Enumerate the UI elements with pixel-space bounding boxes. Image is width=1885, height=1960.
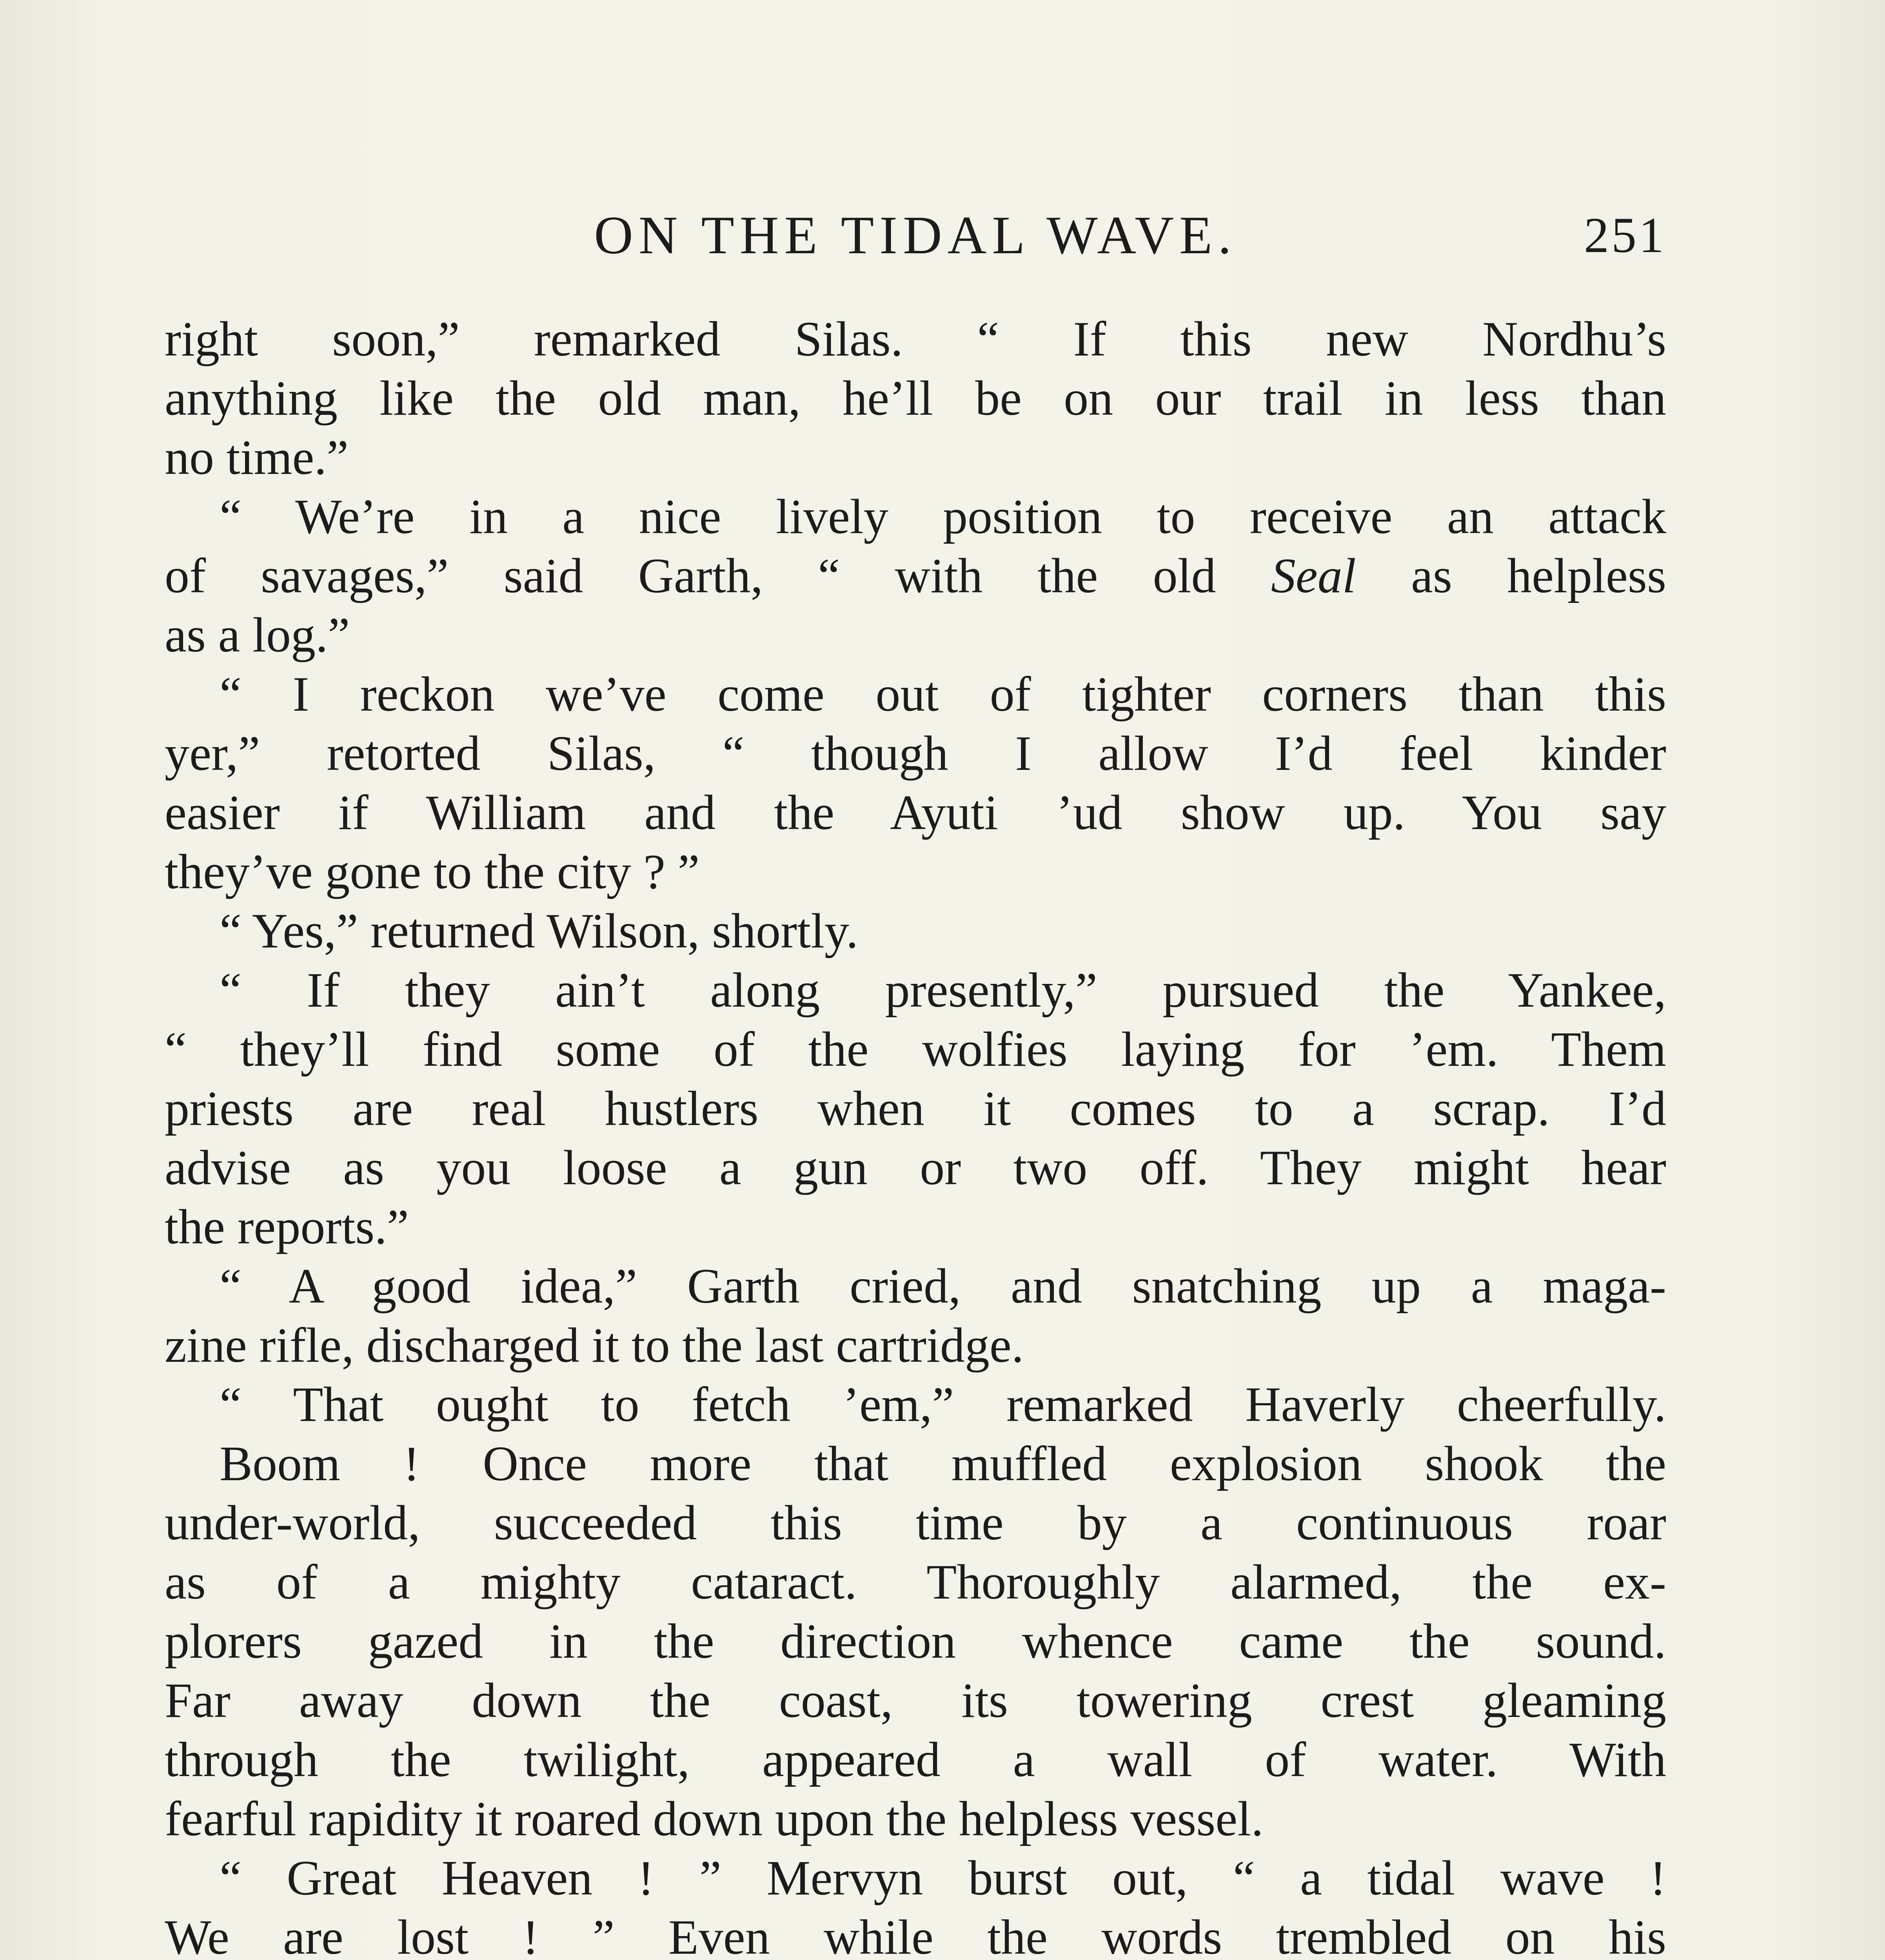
text-line: priests are real hustlers when it comes to a scrap. I’d (165, 1082, 1666, 1136)
text-line: as of a mighty cataract. Thoroughly alarmed, the ex- (165, 1555, 1666, 1610)
text-line: plorers gazed in the direction whence came the sound. (165, 1614, 1666, 1669)
text-line: yer,” retorted Silas, “ though I allow I’d feel kinder (165, 726, 1666, 781)
text-line: advise as you loose a gun or two off. They might hear (165, 1141, 1666, 1195)
text-line: “ A good idea,” Garth cried, and snatching up a maga- (220, 1259, 1666, 1314)
text-line: “ Yes,” returned Wilson, shortly. (220, 904, 859, 958)
text-line: “ I reckon we’ve come out of tighter corners than this (220, 667, 1666, 722)
text-line: We are lost ! ” Even while the words trembled on his (165, 1910, 1666, 1960)
text-line: under-world, succeeded this time by a continuous roar (165, 1496, 1666, 1550)
text-line: right soon,” remarked Silas. “ If this new Nordhu’s (165, 312, 1666, 367)
text-line: “ they’ll find some of the wolfies laying for ’em. Them (165, 1022, 1666, 1077)
page-number: 251 (1584, 207, 1666, 263)
text-line: Boom ! Once more that muffled explosion shook the (220, 1437, 1666, 1491)
text-line: zine rifle, discharged it to the last cartridge. (165, 1318, 1024, 1373)
text-line: of savages,” said Garth, “ with the old Seal as helpless (165, 549, 1666, 603)
running-head (165, 196, 1666, 274)
chapter-running-title: ON THE TIDAL WAVE. (594, 205, 1237, 265)
text-line: no time.” (165, 430, 349, 485)
text-line: “ If they ain’t along presently,” pursued the Yankee, (220, 963, 1666, 1018)
text-line: through the twilight, appeared a wall of water. With (165, 1733, 1666, 1787)
text-line: Far away down the coast, its towering crest gleaming (165, 1673, 1666, 1728)
text-line: fearful rapidity it roared down upon the helpless vessel. (165, 1792, 1264, 1846)
text-line: they’ve gone to the city ? ” (165, 845, 700, 899)
text-line: as a log.” (165, 608, 350, 662)
text-line: “ That ought to fetch ’em,” remarked Haverly cheerfully. (220, 1377, 1666, 1432)
text-line: “ Great Heaven ! ” Mervyn burst out, “ a tidal wave ! (220, 1851, 1666, 1906)
ship-name: Seal (1271, 549, 1356, 603)
text-line: “ We’re in a nice lively position to receive an attack (220, 490, 1666, 544)
text-line: anything like the old man, he’ll be on our trail in less than (165, 371, 1666, 426)
text-line: easier if William and the Ayuti ’ud show up. You say (165, 786, 1666, 840)
body-text (165, 310, 1666, 1960)
text-line: the reports.” (165, 1200, 409, 1254)
